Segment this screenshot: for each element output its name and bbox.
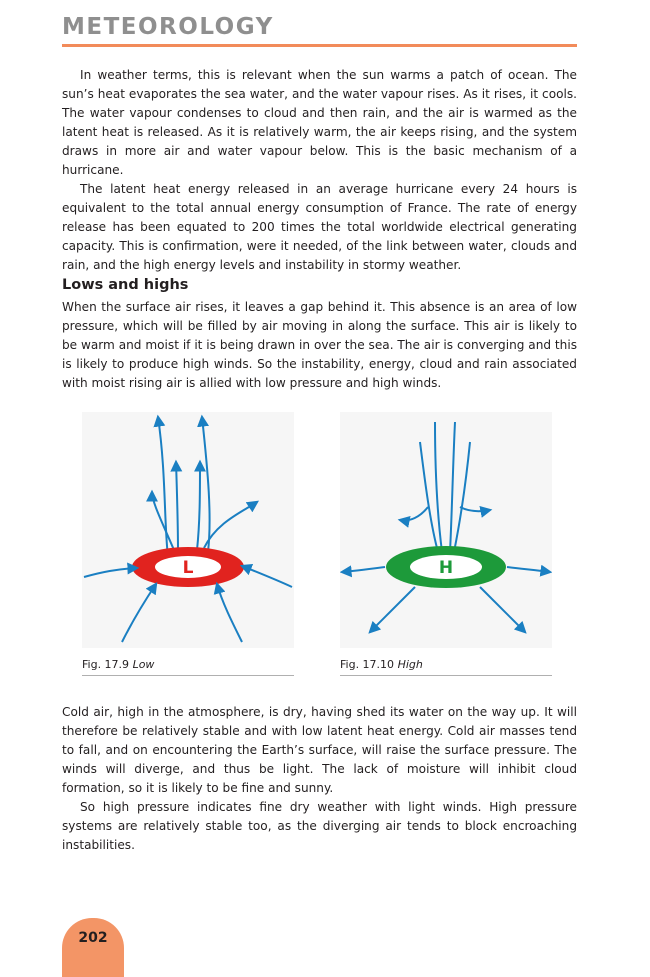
page-number: 202 — [78, 930, 108, 946]
paragraph: Cold air, high in the atmosphere, is dry, having shed its water on the way up. It will therefore be relatively stable and with low latent heat energy. Cold air masses tend to fall, and on encountering the Earth’s surface, will raise the surface pressure. The winds will diverge, and thus be light. The lack of moisture will inhibit cloud formation, so it is likely to be fine and sunny. — [62, 705, 577, 795]
figure-title: Low — [132, 658, 155, 671]
figure-number: Fig. 17.9 — [82, 658, 130, 671]
section-heading: Lows and highs — [62, 277, 189, 293]
high-pressure-figure — [340, 412, 552, 648]
low-symbol: L — [182, 558, 194, 578]
figure-title: High — [397, 658, 423, 671]
figure-caption-high — [340, 658, 552, 676]
paragraph: When the surface air rises, it leaves a gap behind it. This absence is an area of low pressure, which will be filled by air moving in along the surface. This air is likely to be warm and moist if it is being drawn in over the sea. The air is converging and this is likely to produce high winds. So the instability, energy, cloud and rain associated with moist rising air is allied with low pressure and high winds. — [62, 300, 577, 390]
section-text — [62, 298, 577, 393]
low-pressure-figure — [82, 412, 294, 648]
high-pressure-diagram — [340, 412, 552, 648]
closing-text — [62, 703, 577, 855]
page-number-tab — [62, 918, 124, 977]
paragraph: The latent heat energy released in an average hurricane every 24 hours is equivalent to the total annual energy consumption of France. The rate of energy release has been equated to 200 times the total worldwide electrical generating capacity. This is confirmation, were it needed, of the link between water, clouds and rain, and the high energy levels and instability in stormy weather. — [62, 182, 577, 272]
intro-text — [62, 66, 577, 275]
figure-caption-low — [82, 658, 294, 676]
running-header: METEOROLOGY — [62, 14, 274, 40]
paragraph: In weather terms, this is relevant when the sun warms a patch of ocean. The sun’s heat evaporates the sea water, and the water vapour rises. As it rises, it cools. The water vapour condenses to cloud and then rain, and the air is warmed as the latent heat is released. As it is relatively warm, the air keeps rising, and the system draws in more air and water vapour below. This is the basic mechanism of a hurricane. — [62, 68, 577, 177]
paragraph: So high pressure indicates fine dry weather with light winds. High pressure systems are relatively stable too, as the diverging air tends to block encroaching instabilities. — [62, 800, 577, 852]
figure-number: Fig. 17.10 — [340, 658, 395, 671]
high-symbol: H — [438, 558, 454, 578]
header-rule — [62, 44, 577, 47]
low-pressure-diagram — [82, 412, 294, 648]
